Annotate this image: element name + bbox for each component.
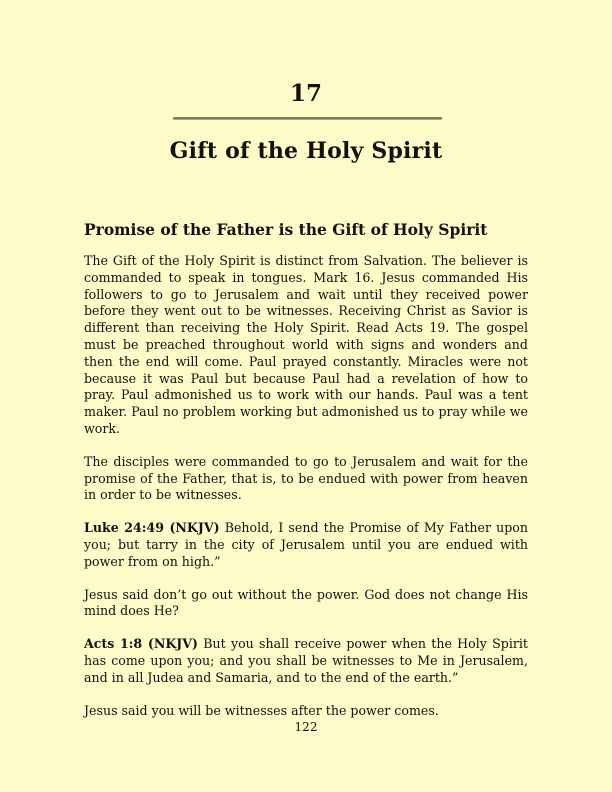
paragraph-6: Jesus said you will be witnesses after the power comes. bbox=[84, 702, 439, 718]
chapter-divider bbox=[173, 117, 442, 120]
scripture-text: But you shall receive power when the Holy Spirit has come upon you; and you shall be witnesses to Me in Jerusalem, and in all Judea and Samaria, and to the end of the earth.” bbox=[84, 636, 528, 685]
chapter-number: 17 bbox=[289, 80, 322, 107]
paragraph-1: The Gift of the Holy Spirit is distinct from Salvation. The believer is commanded to speak in tongues. Mark 16. Jesus commanded His followers to go to Jerusalem and wait until they received power before they went out to be witnesses. Receiving Christ as Savior is different than receiving the Holy Spirit. Read Acts 19. The gospel must be preached throughout world with signs and wonders and then the end will come. Paul prayed constantly. Miracles were not because it was Paul but because Paul had a revelation of how to pray. Paul admonished us to work with our hands. Paul was a tent maker. Paul no problem working but admonished us to pray while we work. bbox=[84, 253, 528, 436]
paragraph-4: Jesus said don’t go out without the power. God does not change His mind does He? bbox=[84, 586, 528, 619]
scripture-reference: Luke 24:49 (NKJV) bbox=[84, 520, 220, 536]
section-heading: Promise of the Father is the Gift of Holy Spirit bbox=[84, 220, 488, 239]
page-body bbox=[84, 219, 528, 735]
scripture-reference: Acts 1:8 (NKJV) bbox=[84, 636, 198, 652]
scripture-text: Behold, I send the Promise of My Father upon you; but tarry in the city of Jerusalem until you are endued with power from on high.” bbox=[84, 520, 529, 569]
page-number: 122 bbox=[294, 720, 318, 734]
paragraph-2: The disciples were commanded to go to Jerusalem and wait for the promise of the Father, that is, to be endued with power from heaven in order to be witnesses. bbox=[84, 453, 528, 503]
chapter-title: Gift of the Holy Spirit bbox=[169, 138, 443, 164]
scripture-acts bbox=[84, 636, 528, 686]
scripture-luke bbox=[84, 520, 528, 570]
